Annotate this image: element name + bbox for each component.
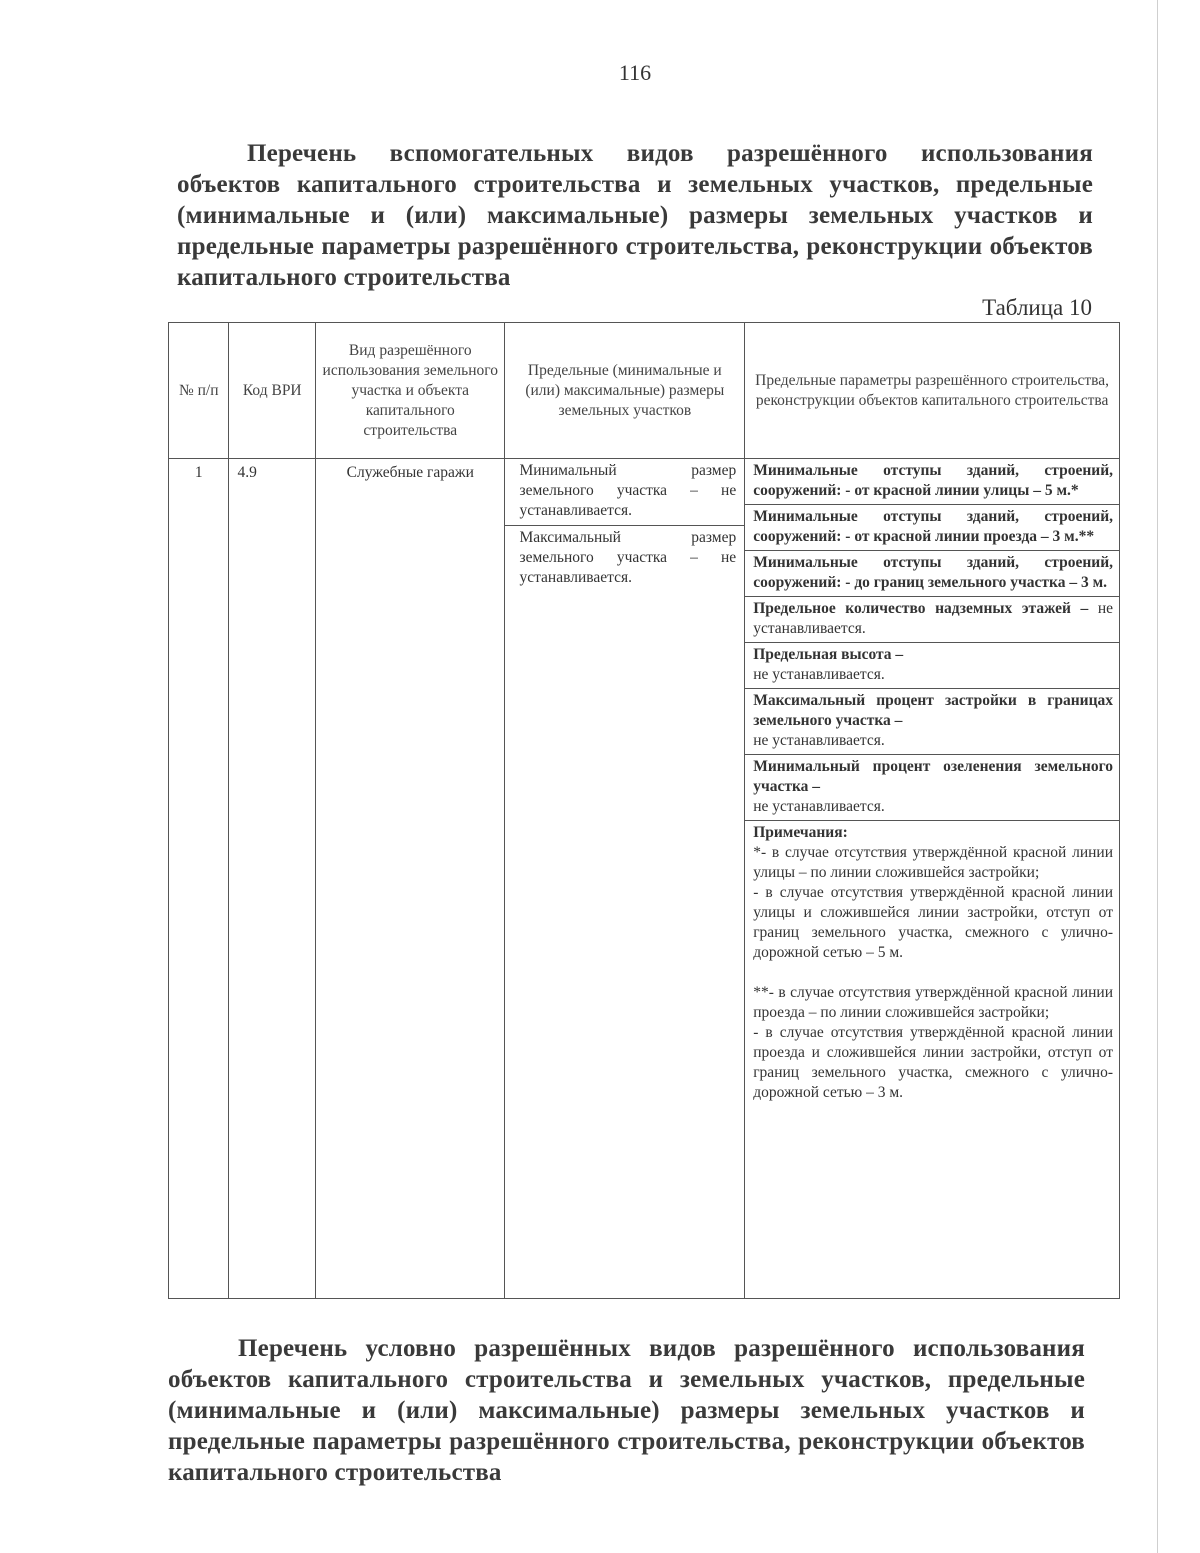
header-num: № п/п (169, 323, 229, 459)
table-caption: Таблица 10 (982, 295, 1092, 320)
size-max-text: Максимальный размер земельного участка – не устанавливается. (519, 529, 737, 586)
param-min-greenery-value: не устанавливается. (753, 798, 885, 815)
header-vri: Вид разрешённого использования земельного участка и объекта капитального строительства (316, 323, 505, 459)
param-floors-value: не устанавливается. (753, 600, 1113, 637)
row-params-cell (745, 459, 1120, 1299)
param-setback-street-text: Минимальные отступы зданий, строений, сооружений: - от красной линии улицы – 5 м.* (753, 462, 1113, 499)
param-height (745, 643, 1119, 689)
size-min-label: Минимальный размер земельного участка – (519, 462, 737, 499)
param-height-label: Предельная высота – (753, 646, 904, 663)
note-paragraph: - в случае отсутствия утверждённой красной линии проезда и сложившейся линии застройки, отступ от границ земельного участка, смежного с улично-дорожной сетью – 3 м. (753, 1024, 1113, 1101)
header-params: Предельные параметры разрешённого строительства, реконструкции объектов капитального строительства (745, 323, 1120, 459)
param-min-greenery (745, 755, 1119, 821)
parameters-table (168, 322, 1120, 1299)
row-sizes-cell (505, 459, 745, 1299)
page-number: 116 (618, 60, 652, 85)
param-max-coverage (745, 689, 1119, 755)
row-vri: Служебные гаражи (316, 459, 505, 1299)
header-code: Код ВРИ (229, 323, 316, 459)
row-code: 4.9 (229, 459, 316, 1299)
param-setback-street (745, 459, 1119, 505)
size-min-value: не устанавливается. (519, 482, 737, 519)
notes-block (745, 821, 1119, 1106)
param-setback-driveway (745, 505, 1119, 551)
heading-auxiliary-uses: Перечень вспомогательных видов разрешённого использования объектов капитального строительства и земельных участков, предельные (минимальные и (или) максимальные) размеры земельных участков и предельные параметры разрешённого строительства, реконструкции объектов капитального строительства (177, 140, 1093, 291)
param-setback-boundary-text: Минимальные отступы зданий, строений, сооружений: - до границ земельного участка – 3 м. (753, 554, 1113, 591)
param-height-value: не устанавливается. (753, 666, 885, 683)
note-paragraph: *- в случае отсутствия утверждённой красной линии улицы – по линии сложившейся застройки; (753, 844, 1113, 881)
param-max-coverage-value: не устанавливается. (753, 732, 885, 749)
header-sizes: Предельные (минимальные и (или) максимальные) размеры земельных участков (505, 323, 745, 459)
scan-edge-line (1157, 0, 1158, 1553)
row-num: 1 (169, 459, 229, 1299)
heading-conditional-uses: Перечень условно разрешённых видов разрешённого использования объектов капитального строительства и земельных участков, предельные (минимальные и (или) максимальные) размеры земельных участков и предельные параметры разрешённого строительства, реконструкции объектов капитального строительства (168, 1335, 1085, 1486)
size-max (505, 526, 744, 592)
param-max-coverage-label: Максимальный процент застройки в границах земельного участка – (753, 692, 1113, 729)
table-row (169, 459, 1120, 1299)
param-setback-boundary (745, 551, 1119, 597)
param-min-greenery-label: Минимальный процент озеленения земельного участка – (753, 758, 1113, 795)
param-floors-label: Предельное количество надземных этажей – (753, 600, 1089, 617)
size-min (505, 459, 744, 526)
notes-title: Примечания: (753, 824, 848, 841)
param-setback-driveway-text: Минимальные отступы зданий, строений, сооружений: - от красной линии проезда – 3 м.** (753, 508, 1113, 545)
note-paragraph: **- в случае отсутствия утверждённой красной линии проезда – по линии сложившейся застройки; (753, 984, 1113, 1021)
table-header-row (169, 323, 1120, 459)
param-floors (745, 597, 1119, 643)
note-paragraph: - в случае отсутствия утверждённой красной линии улицы и сложившейся линии застройки, отступ от границ земельного участка, смежного с улично-дорожной сетью – 5 м. (753, 884, 1113, 961)
